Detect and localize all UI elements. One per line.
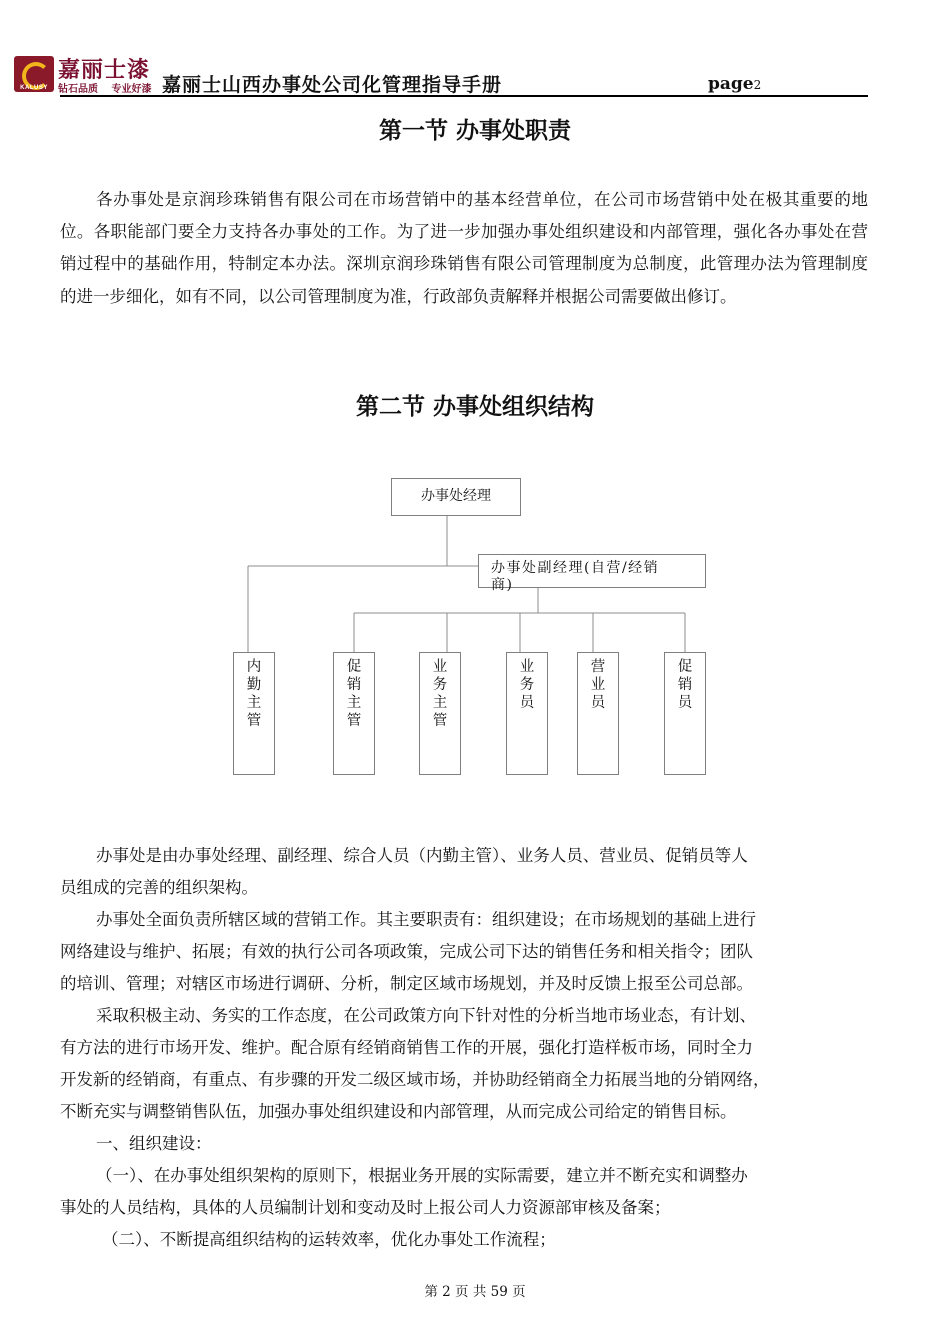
org-node-promotion-supervisor: 促 销 主 管 <box>333 652 375 775</box>
body-line: 办事处是由办事处经理、副经理、综合人员（内勤主管）、业务人员、营业员、促销员等人 <box>96 846 748 865</box>
section-1-paragraph: 各办事处是京润珍珠销售有限公司在市场营销中的基本经营单位，在公司市场营销中处在极其重要的地位。各职能部门要全力支持各办事处的工作。为了进一步加强办事处组织建设和内部管理，强化各办事处在营销过程中的基础作用，特制定本办法。深圳京润珍珠销售有限公司管理制度为总制度，此管理办法为管理制度的进一步细化，如有不同，以公司管理制度为准，行政部负责解释并根据公司需要做出修订。 <box>60 190 868 306</box>
org-node-manager: 办事处经理 <box>391 478 521 516</box>
org-node-office-supervisor: 内 勤 主 管 <box>233 652 275 775</box>
body-line: 办事处全面负责所辖区域的营销工作。其主要职责有：组织建设；在市场规划的基础上进行 <box>96 910 756 929</box>
section-2-title: 第二节 办事处组织结构 <box>355 393 594 420</box>
org-node-sales-supervisor: 业 务 主 管 <box>419 652 461 775</box>
header-page-label: page2 <box>708 74 762 94</box>
brand-logo <box>14 52 166 94</box>
header-rule <box>60 95 868 97</box>
body-line: 的培训、管理；对辖区市场进行调研、分析，制定区域市场规划，并及时反馈上报至公司总部。 <box>60 974 753 993</box>
body-line: 网络建设与维护、拓展；有效的执行公司各项政策，完成公司下达的销售任务和相关指令；团队 <box>60 942 753 961</box>
body-line: 事处的人员结构，具体的人员编制计划和变动及时上报公司人力资源部审核及备案； <box>60 1198 671 1217</box>
org-node-deputy-manager: 办事处副经理(自营/经销 商) <box>478 554 706 588</box>
section-1-title: 第一节 办事处职责 <box>378 117 571 144</box>
logo-slogan: 钻石品质 专业好漆 <box>58 84 152 95</box>
logo-mark-icon: KALUSY <box>14 56 54 92</box>
body-line: 开发新的经销商，有重点、有步骤的开发二级区域市场，并协助经销商全力拓展当地的分销网络， <box>60 1070 770 1089</box>
body-line: （二）、不断提高组织结构的运转效率，优化办事处工作流程； <box>102 1230 556 1249</box>
body-line: 不断充实与调整销售队伍，加强办事处组织建设和内部管理，从而完成公司给定的销售目标。 <box>60 1102 737 1121</box>
body-line: 有方法的进行市场开发、维护。配合原有经销商销售工作的开展，强化打造样板市场，同时全力 <box>60 1038 753 1057</box>
org-node-salesperson: 业 务 员 <box>506 652 548 775</box>
body-line: 采取积极主动、务实的工作态度，在公司政策方向下针对性的分析当地市场业态，有计划、 <box>96 1006 756 1025</box>
body-line: （一）、在办事处组织架构的原则下，根据业务开展的实际需要，建立并不断充实和调整办 <box>96 1166 748 1185</box>
page-footer: 第 2 页 共 59 页 <box>424 1284 526 1300</box>
org-node-promoter: 促 销 员 <box>664 652 706 775</box>
body-line: 员组成的完善的组织架构。 <box>60 878 258 897</box>
logo-brand-name: 嘉丽士漆 <box>58 58 151 83</box>
header-page-number: 2 <box>753 78 762 92</box>
org-node-shop-assistant: 营 业 员 <box>577 652 619 775</box>
header-title: 嘉丽士山西办事处公司化管理指导手册 <box>162 74 503 96</box>
body-heading-org-building: 一、组织建设： <box>96 1134 212 1153</box>
